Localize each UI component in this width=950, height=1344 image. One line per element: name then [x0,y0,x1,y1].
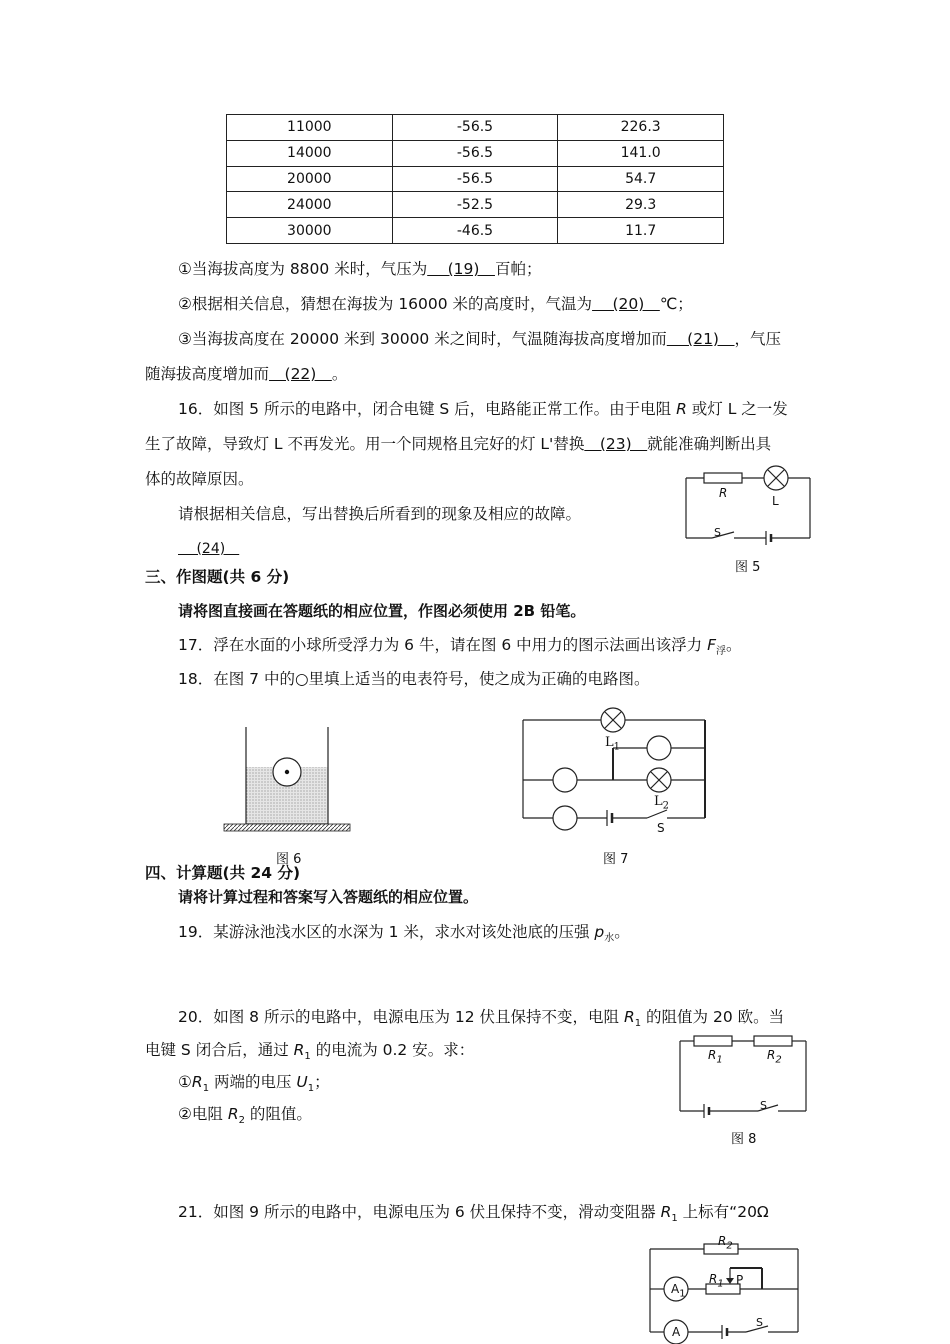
table-cell: 11000 [227,115,393,141]
figure-8-label-r1: $R_1$ [708,1048,723,1066]
figure-6-caption: 图 6 [276,852,302,867]
q16-line-2: 生了故障，导致灯 L 不再发光。用一个同规格且完好的灯 L'替换 (23) 就能准确判断出具 [145,432,810,456]
ground [224,824,350,831]
altitude-data-table [226,114,724,244]
section-3-note: 请将图直接画在答题纸的相应位置，作图必须使用 2B 铅笔。 [178,602,586,620]
figure-9-label-r1: $R_1$ [709,1272,724,1290]
blank-19: (19) [427,260,495,278]
table-row [227,115,724,141]
figure-5-caption: 图 5 [735,560,761,575]
table-cell: -52.5 [392,192,558,218]
table-cell: 226.3 [558,115,724,141]
q18: 18．在图 7 中的○里填上适当的电表符号，使之成为正确的电路图。 [178,670,650,688]
table-cell: 20000 [227,166,393,192]
figure-7-label-l1: $L_1$ [605,735,621,753]
q16-line-1: 16．如图 5 所示的电路中，闭合电键 S 后，电路能正常工作。由于电阻 R 或灯 L 之一发 [178,400,788,418]
figure-5-circuit [684,462,814,552]
table-row [227,166,724,192]
figure-9-label-a1: $A_1$ [671,1282,686,1300]
section-4-note: 请将计算过程和答案写入答题纸的相应位置。 [178,888,479,906]
figure-7-caption: 图 7 [603,852,629,867]
table-row [227,140,724,166]
figure-5-label-l: L [772,494,779,508]
blank-21: (21) [666,330,735,348]
table-cell: 14000 [227,140,393,166]
blank-24: (24) [178,541,240,557]
blank-23: (23) [584,435,648,453]
table-cell: -46.5 [392,218,558,244]
q15-item-2: ②根据相关信息，猜想在海拔为 16000 米的高度时，气温为 (20) ℃； [145,292,843,316]
q16-line-3: 体的故障原因。 [145,470,254,488]
q16-line-4: 请根据相关信息，写出替换后所看到的现象及相应的故障。 [178,505,582,523]
q19: 19．某游泳池浅水区的水深为 1 米，求水对该处池底的压强 $p_水$。 [178,923,630,945]
table-cell: 24000 [227,192,393,218]
table-row [227,192,724,218]
figure-8-caption: 图 8 [731,1132,757,1147]
figure-8-label-r2: $R_2$ [767,1048,782,1066]
q20-line-2: 电键 S 闭合后，通过 $R_1$ 的电流为 0.2 安。求： [145,1041,475,1063]
figure-9-label-s: S [756,1316,763,1329]
table-cell: 11.7 [558,218,724,244]
q15-item-3: ③当海拔高度在 20000 米到 30000 米之间时，气温随海拔高度增加而 (21) ，气压 [145,327,843,351]
figure-9-label-a: A [672,1325,681,1339]
q15-item-1: ①当海拔高度为 8800 米时，气压为 (19) 百帕； [145,257,843,281]
table-cell: 29.3 [558,192,724,218]
table-cell: 30000 [227,218,393,244]
table-row [227,218,724,244]
table-cell: 54.7 [558,166,724,192]
section-3-title: 三、作图题(共 6 分) [145,568,290,586]
figure-8-label-s: S [760,1099,767,1112]
figure-9-label-p: P [736,1273,744,1287]
table-cell: 141.0 [558,140,724,166]
figure-5-label-s: S [714,526,721,539]
figure-7-circuit [519,706,713,830]
figure-7-label-s: S [657,821,665,835]
q20-item-2: ②电阻 $R_2$ 的阻值。 [178,1105,312,1127]
q20-item-1: $①R_1$ 两端的电压 $U_1$； [178,1073,330,1095]
table-cell: -56.5 [392,140,558,166]
figure-5-label-r: R [719,486,728,500]
q20-line-1: 20．如图 8 所示的电路中，电源电压为 12 伏且保持不变，电阻 $R_1$ 的阻值为 20 欧。当 [178,1008,785,1030]
section-4-title: 四、计算题(共 24 分) [145,864,301,882]
q15-item-3-cont: 随海拔高度增加而 (22) 。 [145,362,810,386]
figure-9-label-r2: $R_2$ [718,1234,733,1252]
figure-6-container [222,727,352,835]
figure-7-label-l2: $L_2$ [654,794,670,812]
figure-8-circuit [678,1035,810,1117]
q21-line-1: 21．如图 9 所示的电路中，电源电压为 6 伏且保持不变，滑动变阻器 $R_1$ 上标有“20Ω [178,1203,769,1225]
table-cell: -56.5 [392,115,558,141]
blank-22: (22) [269,365,332,383]
table-cell: -56.5 [392,166,558,192]
q17: 17．浮在水面的小球所受浮力为 6 牛，请在图 6 中用力的图示法画出该浮力 $F_浮$。 [178,636,742,658]
blank-20: (20) [592,295,660,313]
